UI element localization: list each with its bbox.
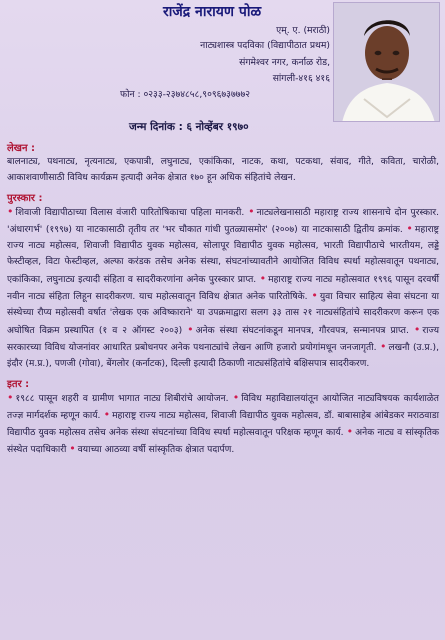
bullet-icon: • bbox=[413, 322, 421, 336]
award-item: नाट्यलेखनासाठी महाराष्ट्र राज्य शासनाचे दोन पुरस्कार. 'अंधारगर्भ' (१९९७) या नाटकासाठी तृतीय तर 'भर चौकात गांधी पुतळ्यासमोर' (२००७) या नाटकासाठी द्वितीय क्रमांक. bbox=[7, 207, 439, 235]
bullet-icon: • bbox=[187, 322, 194, 336]
bullet-icon: • bbox=[232, 390, 240, 404]
other-section bbox=[0, 376, 445, 459]
phone: फोन : ०२३३-२३७४८५८,९०९६७३७७७२ bbox=[120, 89, 251, 100]
bullet-icon: • bbox=[69, 442, 76, 456]
section-title: इतर : bbox=[7, 378, 30, 390]
other-item: अनेक नाट्य व सांस्कृतिक संस्थेत पदाधिकारी bbox=[7, 428, 440, 456]
qualification: एम्. ए. (मराठी) bbox=[276, 25, 330, 36]
section-body bbox=[7, 390, 439, 459]
section-body bbox=[7, 204, 439, 373]
other-item: विविध महाविद्यालयांतून आयोजित नाट्यविषयक कार्यशाळेत तज्ज्ञ मार्गदर्शक म्हणून कार्य. bbox=[7, 393, 439, 421]
award-item: राज्य सरकारच्या विविध योजनांवर आधारित प्रबोधनपर अनेक पथनाट्यांचे लेखन आणि हजारो प्रयोगांमधून जनजागृती. bbox=[7, 325, 439, 353]
bullet-icon: • bbox=[406, 221, 413, 235]
award-item: महाराष्ट्र राज्य नाट्य महोत्सव, शिवाजी विद्यापीठ युवक महोत्सव, सोलापूर विद्यापीठ युवक महोत्सव, भारती विद्यापीठाचे भारतीयम, लड्डे फेस्टीव्हल, विटा फेस्टीव्हल, अल्फा करंडक तसेच अनेक संस्था, संघटनांच्यावतीने आयोजित विविध स्पर्धा महोत्सवातून पथनाट्य, एकांकिका, लघुनाट्य इत्यादी संहिता व सादरीकरणांना अनेक पुरस्कार प्राप्त. bbox=[7, 224, 439, 285]
writing-section bbox=[0, 140, 445, 187]
section-title: लेखन : bbox=[7, 143, 35, 154]
profile-photo bbox=[333, 2, 440, 122]
diploma: नाट्यशास्त्र पदविका (विद्यापीठात प्रथम) bbox=[200, 40, 330, 51]
bullet-icon: • bbox=[311, 289, 318, 303]
bullet-icon: • bbox=[103, 407, 111, 421]
award-item: युवा विचार साहित्य सेवा संघटना या संस्थेच्या रौप्य महोत्सवी वर्षात 'लेखक एक अविष्काराने' या उपक्रमाद्वारा सलग ३३ तास २१ नाट्यसंहितांचे सादरीकरण करून एक अघोषित विक्रम प्रस्थापित (१ व २ ऑगस्ट २००३) bbox=[7, 292, 440, 336]
bullet-icon: • bbox=[379, 339, 387, 353]
person-name: राजेंद्र नारायण पोळ bbox=[163, 4, 262, 20]
bullet-icon: • bbox=[346, 425, 354, 439]
awards-section bbox=[0, 190, 445, 373]
address-line-1: संगमेश्वर नगर, कर्नाळ रोड, bbox=[239, 57, 330, 68]
award-item: अनेक संस्था संघटनांकडून मानपत्र, गौरवपत्र, सन्मानपत्र प्राप्त. bbox=[195, 325, 409, 336]
section-title: पुरस्कार : bbox=[7, 192, 43, 204]
bullet-icon: • bbox=[259, 271, 267, 285]
award-item: महाराष्ट्र राज्य नाट्य महोत्सवात १९९६ पासून दरवर्षी नवीन नाट्य संहिता लिहून सादरीकरण. याच महोत्सवातून विविध क्षेत्रात अनेक पारितोषिके. bbox=[7, 274, 440, 303]
other-item: १९८८ पासून शहरी व ग्रामीण भागात नाट्य शिबीरांचे आयोजन. bbox=[15, 393, 229, 404]
section-body bbox=[7, 154, 439, 187]
award-item: शिवाजी विद्यापीठाच्या विलास वंजारी पारितोषिकाचा पहिला मानकरी. bbox=[15, 207, 245, 218]
award-item: लखनौ (उ.प्र.), इंदौर (म.प्र.), पणजी (गोवा), बेंगलोर (कर्नाटक), दिल्ली इत्यादी ठिकाणी नाट्यसंहितांचे बक्षिसपात्र सादरीकरण. bbox=[7, 342, 439, 370]
profile-header bbox=[0, 0, 445, 140]
address-line-2: सांगली-४१६ ४१६ bbox=[272, 73, 330, 84]
bullet-icon: • bbox=[7, 204, 14, 218]
birth-date: जन्म दिनांक : ६ नोव्हेंबर १९७० bbox=[129, 121, 249, 133]
other-item: वयाच्या आठव्या वर्षी सांस्कृतिक क्षेत्रात पदार्पण. bbox=[77, 445, 235, 456]
bullet-icon: • bbox=[248, 204, 255, 218]
bullet-icon: • bbox=[7, 390, 14, 404]
other-item: महाराष्ट्र राज्य नाट्य महोत्सव, शिवाजी विद्यापीठ युवक महोत्सव, डॉ. बाबासाहेब आंबेडकर मराठवाडा विद्यापीठ युवक महोत्सव तसेच अनेक संस्था संघटनांच्या विविध स्पर्धा महोत्सवातून परिक्षक म्हणून कार्य. bbox=[7, 410, 439, 439]
writing-text: बालनाट्य, पथनाट्य, नृत्यनाट्य, एकपात्री, लघुनाट्य, एकांकिका, नाटक, कथा, पटकथा, संवाद, गीते, कविता, चारोळी, आकाशवाणीसाठी विविध कार्यक्रम इत्यादी अनेक क्षेत्रात १७० हून अधिक संहितांचे लेखन. bbox=[7, 157, 439, 184]
